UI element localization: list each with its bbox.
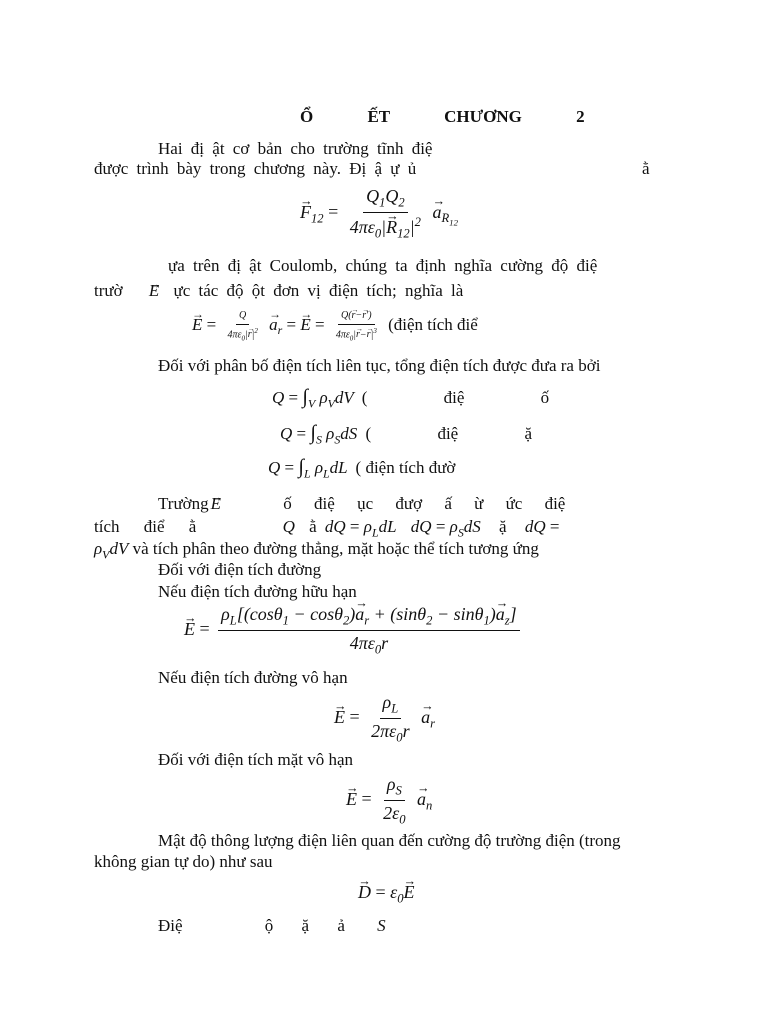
paragraph-10-text-b: ộ ặ ả (264, 916, 345, 935)
flux-density-equation: → $D = \varepsilon_0\to E$ (358, 882, 415, 907)
volume-charge-label: ( điệ ố (361, 388, 550, 407)
paragraph-10: Điệ ộ ặ ả S (158, 916, 386, 935)
paragraph-2-text-b: ực tác độ ột đơn vị điện tích; nghĩa là (173, 281, 464, 300)
point-charge-field-equation: → E = $\frac{Q}{4\pi\varepsilon_0|\to r|^2}$ → $a_r$ = → E = $\frac{Q(\to r-\to r')}{4\pi\varepsilon_0|\to r-\to r|^3}$ (điện tích điể (192, 310, 478, 342)
volume-charge-equation: $Q = \int_V$ $\rho_VdV$ ( điệ ố (272, 386, 550, 411)
paragraph-9-line-1: Mật độ thông lượng điện liên quan đến cường độ trường điện (trong (158, 831, 621, 850)
paragraph-6: Nếu điện tích đường hữu hạn (158, 582, 357, 601)
paragraph-9-line-2: không gian tự do) như sau (94, 852, 273, 871)
finite-line-charge-equation: → E = $\frac{\rho_L[(\cos\theta_1 - \cos\theta_2)\to a_r + (\sin\theta_2 - \sin\theta_1)\to a_z]}{4\pi\varepsilon_0r}$ (184, 604, 524, 657)
coulomb-law-equation: → $F_{12}$ = $\frac{Q_1Q_2}{4\pi\varepsilon_0|\to R_{12}|^2}$ → $a_{R_{12}}$ (300, 186, 458, 241)
paragraph-2-line-1: ựa trên đị ật Coulomb, chúng ta định nghĩa cường độ điệ (168, 256, 598, 275)
paragraph-2-text-a: trườ (94, 281, 123, 300)
paragraph-8: Đối với điện tích mặt vô hạn (158, 750, 354, 769)
paragraph-10-text-a: Điệ (158, 916, 183, 935)
infinite-line-charge-equation: → E = $\frac{\rho_L}{2\pi\varepsilon_0r}$ → $a_r$ (334, 692, 435, 745)
paragraph-4-text-c: tích điể ằ (94, 517, 197, 536)
paragraph-1-tail: ằ (642, 159, 650, 178)
infinite-sheet-charge-equation: → E = $\frac{\rho_S}{2\varepsilon_0}$ → $a_n$ (346, 774, 432, 827)
surface-charge-equation: $Q = \int_S$ $\rho_SdS$ ( điệ ặ (280, 422, 533, 447)
paragraph-4-text-a: Trường (158, 494, 209, 513)
paragraph-7: Nếu điện tích đường vô hạn (158, 668, 348, 687)
paragraph-4-text-f: và tích phân theo đường thẳng, mặt hoặc thể tích tương ứng (132, 539, 539, 558)
paragraph-1-line-1: Hai đị ật cơ bản cho trường tĩnh điệ (158, 139, 433, 158)
paragraph-4-line-2: tích điể ằ Q ằ dQ = $\rho_LdL$ dQ = $\rho_SdS$ ặ dQ = (94, 517, 560, 540)
paragraph-4-text-e: ặ (499, 517, 507, 536)
chapter-title: Ổ ẾT CHƯƠNG 2 (300, 107, 585, 126)
field-e-symbol: → E (149, 281, 159, 301)
field-e-symbol-2: → E (211, 494, 221, 514)
surface-charge-label: ( điệ ặ (365, 424, 533, 443)
paragraph-4-line-1 (158, 494, 565, 514)
line-charge-label: ( điện tích đườ (355, 458, 456, 477)
paragraph-3: Đối với phân bố điện tích liên tục, tổng điện tích được đưa ra bởi (158, 356, 601, 375)
line-charge-equation: $Q = \int_L$ $\rho_LdL$ ( điện tích đườ (268, 456, 456, 481)
paragraph-4-text-b: ố điệ ục đượ ấ ừ ức điệ (283, 494, 566, 513)
paragraph-5: Đối với điện tích đường (158, 560, 322, 579)
paragraph-1-line-2 (94, 159, 650, 179)
paragraph-4-text-d: ằ (309, 517, 317, 536)
paragraph-4-line-3: $\rho_VdV$ và tích phân theo đường thẳng, mặt hoặc thể tích tương ứng (94, 539, 539, 562)
paragraph-1-text: được trình bày trong chương này. Đị ậ ự ủ (94, 159, 417, 178)
point-charge-label: (điện tích điể (388, 314, 478, 334)
paragraph-2-line-2 (94, 281, 463, 301)
